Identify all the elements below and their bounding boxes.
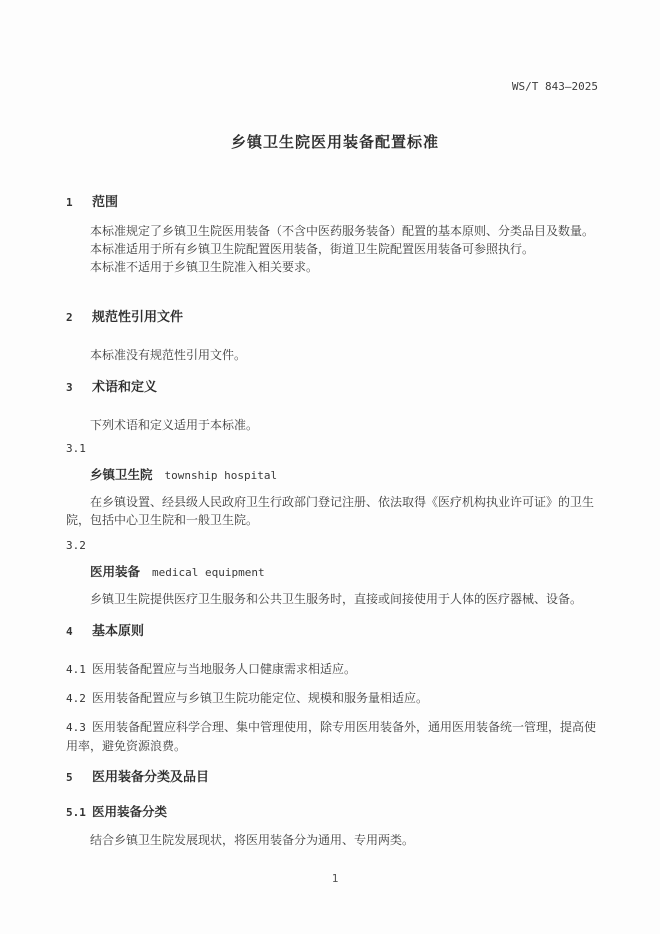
clause-1-paragraph: 本标准适用于所有乡镇卫生院配置医用装备，街道卫生院配置医用装备可参照执行。 xyxy=(90,242,535,256)
clause-2-title: 规范性引用文件 xyxy=(92,309,184,324)
document-title: 乡镇卫生院医用装备配置标准 xyxy=(230,134,439,151)
clause-1-paragraph: 本标准规定了乡镇卫生院医用装备（不含中医药服务装备）配置的基本原则、分类品目及数量。 xyxy=(90,224,595,238)
clause-4-3-item xyxy=(66,718,604,755)
clause-4-1-number: 4.1 xyxy=(66,663,86,676)
term-3-2-line xyxy=(66,563,604,582)
term-3-1-number: 3.1 xyxy=(66,442,86,455)
term-3-2-en: medical equipment xyxy=(152,566,265,579)
standard-code: WS/T 843—2025 xyxy=(511,80,598,93)
clause-4-1-text: 医用装备配置应与当地服务人口健康需求相适应。 xyxy=(92,662,357,676)
page-number: 1 xyxy=(331,872,339,885)
clause-3-title: 术语和定义 xyxy=(92,379,158,394)
clause-1-paragraph: 本标准不适用于乡镇卫生院准入相关要求。 xyxy=(90,260,319,274)
clause-5-1-title: 医用装备分类 xyxy=(92,805,168,819)
term-3-1-definition: 在乡镇设置、经县级人民政府卫生行政部门登记注册、依法取得《医疗机构执业许可证》的卫生院，包括中心卫生院和一般卫生院。 xyxy=(66,495,595,527)
clause-4-title: 基本原则 xyxy=(92,623,145,638)
clause-3-intro: 下列术语和定义适用于本标准。 xyxy=(90,418,259,432)
clause-5-number: 5 xyxy=(66,771,73,784)
clause-4-2-number: 4.2 xyxy=(66,692,86,705)
clause-3-number: 3 xyxy=(66,381,73,394)
term-3-1-line xyxy=(66,466,604,485)
clause-4-heading xyxy=(66,622,604,641)
clause-5-1-number: 5.1 xyxy=(66,806,86,819)
term-3-1-en: township hospital xyxy=(164,469,278,482)
clause-4-2-text: 医用装备配置应与乡镇卫生院功能定位、规模和服务量相适应。 xyxy=(92,691,429,705)
clause-2-paragraph: 本标准没有规范性引用文件。 xyxy=(90,348,247,362)
clause-3-heading xyxy=(66,378,604,397)
clause-4-3-text: 医用装备配置应科学合理、集中管理使用，除专用医用装备外，通用医用装备统一管理，提高使用率，避免资源浪费。 xyxy=(66,720,597,753)
clause-4-3-number: 4.3 xyxy=(66,721,86,734)
clause-5-1-paragraph: 结合乡镇卫生院发展现状，将医用装备分为通用、专用两类。 xyxy=(90,833,415,847)
term-3-2-number: 3.2 xyxy=(66,539,86,552)
term-3-2-zh: 医用装备 xyxy=(90,565,141,579)
clause-4-2-item xyxy=(66,689,604,708)
clause-5-1-heading xyxy=(66,803,604,822)
clause-2-number: 2 xyxy=(66,311,73,324)
clause-5-title: 医用装备分类及品目 xyxy=(92,769,210,784)
clause-4-1-item xyxy=(66,660,604,679)
clause-2-heading xyxy=(66,308,604,327)
clause-5-heading xyxy=(66,768,604,787)
clause-1-heading xyxy=(66,193,604,212)
clause-4-number: 4 xyxy=(66,625,73,638)
term-3-1-zh: 乡镇卫生院 xyxy=(90,468,153,482)
term-3-2-definition: 乡镇卫生院提供医疗卫生服务和公共卫生服务时，直接或间接使用于人体的医疗器械、设备。 xyxy=(90,592,583,606)
clause-1-title: 范围 xyxy=(92,194,119,209)
clause-1-number: 1 xyxy=(66,196,73,209)
